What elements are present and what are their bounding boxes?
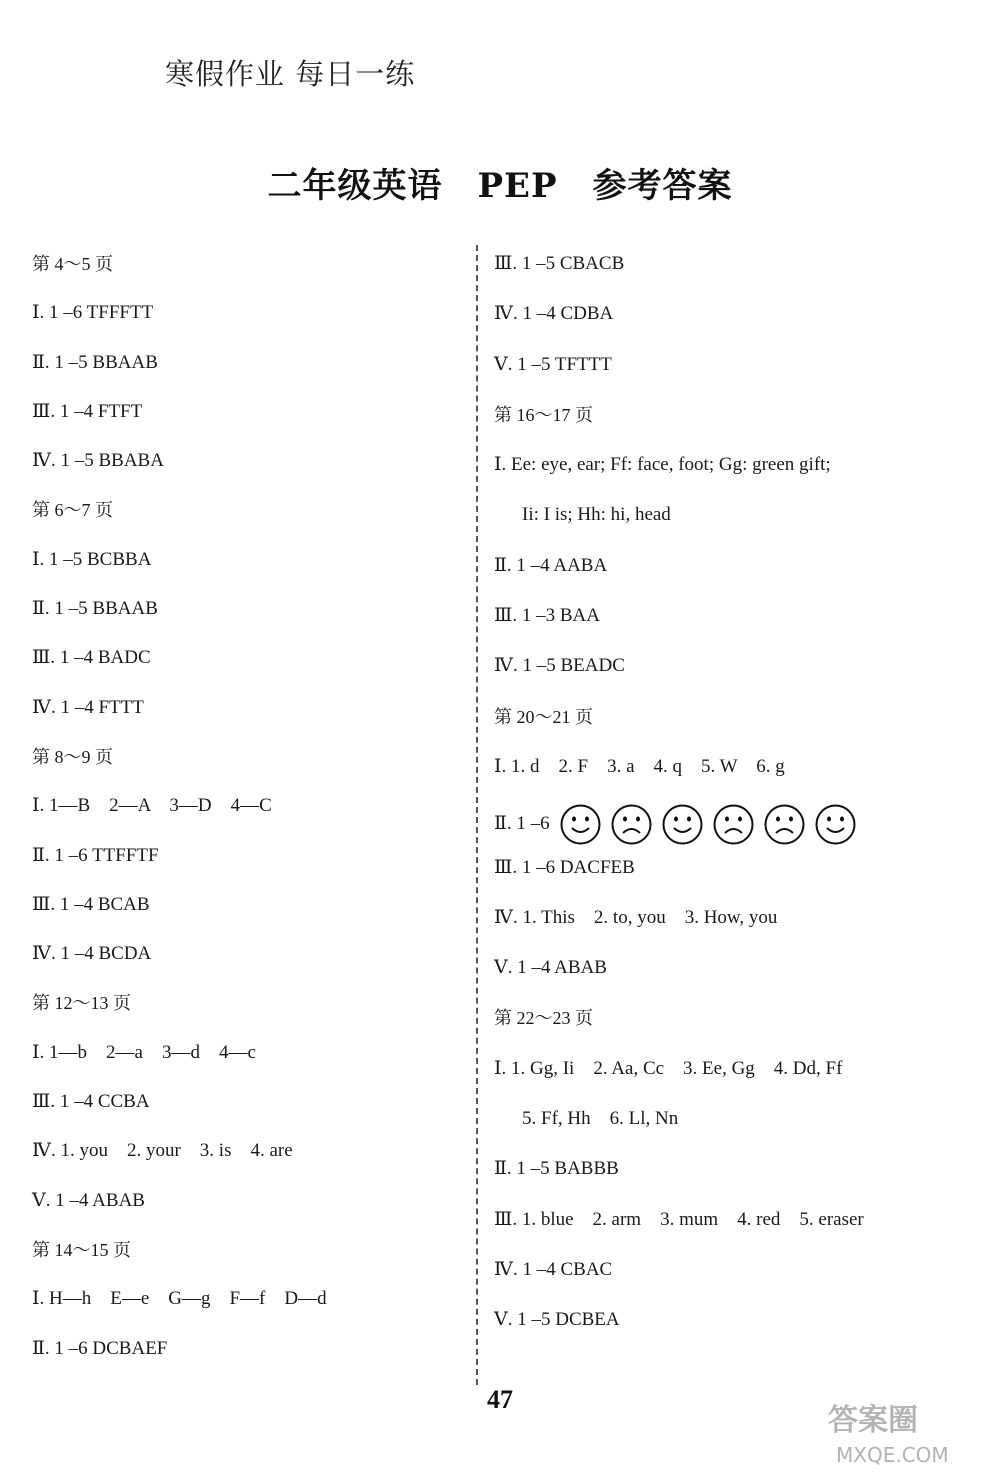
right-answer-line: Ⅳ. 1 –4 CBAC bbox=[494, 1258, 613, 1280]
left-answer-line: Ⅳ. 1. you 2. your 3. is 4. are bbox=[32, 1140, 293, 1162]
left-answer-line: Ⅰ. H—h E—e G—g F—f D—d bbox=[32, 1288, 327, 1310]
right-answer-line: Ⅲ. 1 –6 DACFEB bbox=[494, 856, 635, 878]
right-answer-line: Ⅳ. 1. This 2. to, you 3. How, you bbox=[494, 906, 778, 928]
left-answer-line: Ⅱ. 1 –5 BBAAB bbox=[32, 598, 158, 620]
left-answer-line: Ⅳ. 1 –4 BCDA bbox=[32, 943, 152, 965]
column-divider bbox=[476, 245, 479, 1385]
page-title: 二年级英语 PEP 参考答案 bbox=[267, 166, 733, 206]
sad-face-icon bbox=[764, 804, 805, 845]
left-section-heading: 第 8～9 页 bbox=[32, 746, 113, 767]
right-answer-line: Ⅱ. 1 –5 BABBB bbox=[494, 1158, 619, 1180]
smiley-face-icon bbox=[560, 804, 601, 845]
right-answer-column bbox=[494, 246, 994, 1353]
left-section-heading: 第 14～15 页 bbox=[32, 1239, 131, 1260]
right-answer-line: Ⅴ. 1 –5 DCBEA bbox=[494, 1309, 620, 1331]
right-answer-line: Ⅰ. Ee: eye, ear; Ff: face, foot; Gg: green gift; bbox=[494, 454, 831, 476]
watermark-top-text: 答案圈 bbox=[828, 1403, 918, 1438]
watermark-bottom-text: MXQE.COM bbox=[836, 1443, 949, 1467]
right-answer-continuation: Ii: I is; Hh: hi, head bbox=[522, 504, 671, 526]
right-answer-line: Ⅲ. 1 –5 CBACB bbox=[494, 253, 625, 274]
right-section-heading: 第 20～21 页 bbox=[494, 706, 593, 727]
left-answer-line: Ⅰ. 1 –6 TFFFTT bbox=[32, 302, 154, 324]
watermark-logo bbox=[818, 1392, 993, 1472]
left-section-heading: 第 4～5 页 bbox=[32, 254, 113, 274]
left-answer-line: Ⅱ. 1 –6 DCBAEF bbox=[32, 1337, 168, 1359]
right-answer-line: Ⅳ. 1 –5 BEADC bbox=[494, 655, 625, 677]
right-answer-line: Ⅱ. 1 –4 AABA bbox=[494, 554, 608, 576]
right-answer-line: Ⅰ. 1. Gg, Ii 2. Aa, Cc 3. Ee, Gg 4. Dd, Ff bbox=[494, 1057, 843, 1079]
left-answer-line: Ⅳ. 1 –4 FTTT bbox=[32, 696, 144, 718]
left-answer-line: Ⅲ. 1 –4 BADC bbox=[32, 647, 151, 669]
right-answer-faces-line bbox=[494, 799, 994, 849]
header-text: 寒假作业 每日一练 bbox=[165, 57, 416, 91]
left-answer-line: Ⅲ. 1 –4 CCBA bbox=[32, 1091, 150, 1113]
left-section-heading: 第 6～7 页 bbox=[32, 500, 113, 521]
left-answer-line: Ⅲ. 1 –4 BCAB bbox=[32, 893, 150, 915]
left-answer-line: Ⅴ. 1 –4 ABAB bbox=[32, 1189, 145, 1211]
right-section-heading: 第 22～23 页 bbox=[494, 1008, 593, 1029]
sad-face-icon bbox=[713, 804, 754, 845]
left-answer-line: Ⅲ. 1 –4 FTFT bbox=[32, 400, 143, 422]
right-answer-continuation: 5. Ff, Hh 6. Ll, Nn bbox=[522, 1108, 679, 1130]
smiley-face-icon bbox=[662, 804, 703, 845]
smiley-face-icon bbox=[815, 804, 856, 845]
answer-label: Ⅱ. 1 –6 bbox=[494, 813, 550, 835]
left-answer-line: Ⅰ. 1—b 2—a 3—d 4—c bbox=[32, 1041, 256, 1063]
left-answer-column bbox=[32, 246, 462, 1380]
sad-face-icon bbox=[611, 804, 652, 845]
right-answer-line: Ⅴ. 1 –4 ABAB bbox=[494, 957, 607, 979]
right-answer-line: Ⅳ. 1 –4 CDBA bbox=[494, 303, 614, 325]
left-answer-line: Ⅱ. 1 –6 TTFFTF bbox=[32, 844, 159, 866]
left-section-heading: 第 12～13 页 bbox=[32, 993, 131, 1014]
right-answer-line: Ⅴ. 1 –5 TFTTT bbox=[494, 353, 612, 375]
left-answer-line: Ⅳ. 1 –5 BBABA bbox=[32, 450, 164, 472]
left-answer-line: Ⅱ. 1 –5 BBAAB bbox=[32, 351, 158, 373]
left-answer-line: Ⅰ. 1—B 2—A 3—D 4—C bbox=[32, 795, 272, 817]
right-section-heading: 第 16～17 页 bbox=[494, 404, 593, 425]
right-answer-line: Ⅲ. 1 –3 BAA bbox=[494, 605, 600, 627]
left-answer-line: Ⅰ. 1 –5 BCBBA bbox=[32, 548, 152, 570]
right-answer-line: Ⅰ. 1. d 2. F 3. a 4. q 5. W 6. g bbox=[494, 755, 785, 777]
right-answer-line: Ⅲ. 1. blue 2. arm 3. mum 4. red 5. eraser bbox=[494, 1208, 864, 1230]
page-number: 47 bbox=[487, 1385, 513, 1414]
